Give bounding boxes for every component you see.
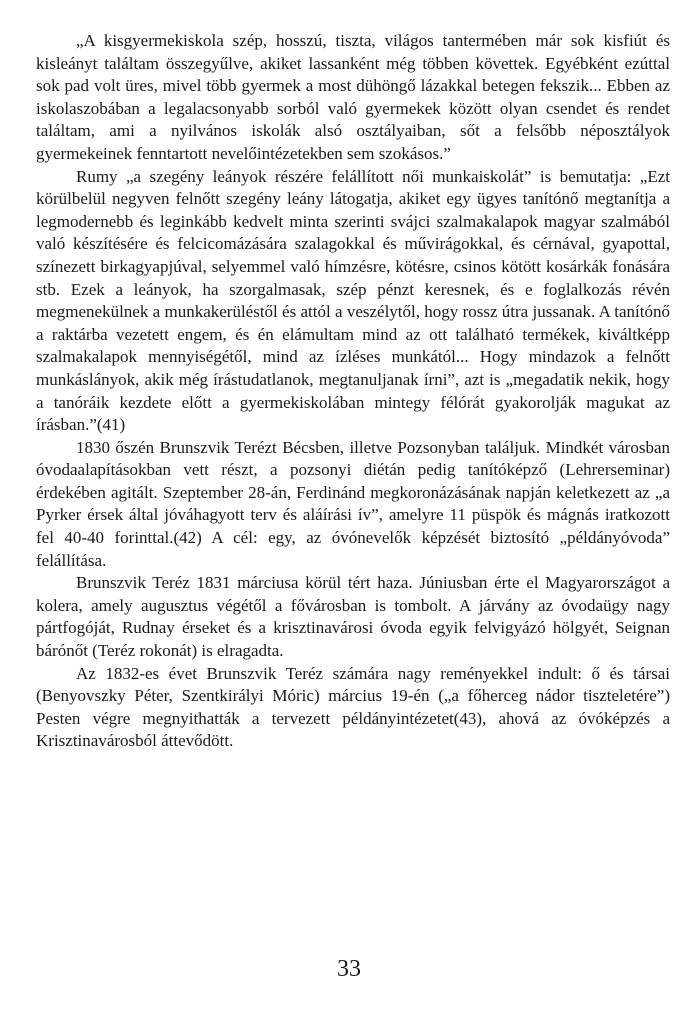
paragraph-rumy-munkaiskola: Rumy „a szegény leányok részére felállított női munkaiskolát” is bemutatja: „Ezt körülbelül negyven felnőtt szegény leány látogatja, akiket egy ügyes tanítónő megtanítja a legmodernebb és leginkább kedvelt minta szerinti svájci szalmakalapok magyar szalmából való készítésére és felcicomázására szalagokkal és művirágokkal, és cérnával, gyapottal, színezett birkagyapjúval, selyemmel való hímzésre, kötésre, csinos kötött kosárkák fonására stb. Ezek a leányok, ha szorgalmasak, szép pénzt keresnek, és e foglalkozás révén megmenekülnek a munkakerüléstől és attól a veszélytől, hogy rossz útra jussanak. A tanítónő a raktárba vezetett engem, és én elámultam mind az ott található termékek, kiváltképp szalmakalapok mennyiségétől, mind az ízléses munkától... Hogy mindazok a felnőtt munkáslányok, akik még írástudatlanok, megtanuljanak írni”, azt is „megadatik nekik, hogy a tanóráik kezdete előtt a gyermekiskolában mintegy félórát gyakorolják magukat az írásban.”(41) (36, 166, 670, 435)
paragraph-1830-osz: 1830 őszén Brunszvik Terézt Bécsben, illetve Pozsonyban találjuk. Mindkét városban óvodaalapításokban vett részt, a pozsonyi diétán pedig tanítóképző (Lehrerseminar) érdekében agitált. Szeptember 28-án, Ferdinánd megkoronázásának napján keletkezett az „a Pyrker érsek által jóváhagyott terv és aláírási ív”, amelyre 11 püspök és mágnás iratkozott fel 40-40 forinttal.(42) A cél: egy, az óvónevelők képzését biztosító „példányóvoda” felállítása. (36, 437, 670, 570)
paragraph-1831-kolera: Brunszvik Teréz 1831 márciusa körül tért haza. Júniusban érte el Magyarországot a kolera, amely augusztus végétől a fővárosban is tombolt. A járvány az óvodaügy nagy pártfogóját, Rudnay érseket és a krisztinavárosi óvoda egyik felvigyázó hölgyét, Seignan bárónőt (Teréz rokonát) is elragadta. (36, 573, 670, 661)
paragraph-quote-kisgyermekiskola: „A kisgyermekiskola szép, hosszú, tiszta, világos tantermében már sok kisfiút és kisleányt találtam összegyűlve, akiket lassanként még többen követtek. Egyébként ezúttal sok pad volt üres, mivel több gyermek a most dühöngő lázakkal betegen fekszik... Ebben az iskolaszobában a legalacsonyabb sorból való gyermekek között olyan csendet és rendet találtam, ami a nyilvános iskolák alsó osztályaiban, sőt a felsőbb néposztályok gyermekeinek fenntartott nevelőintézetekben sem szokásos.” (36, 31, 670, 163)
page-body (36, 30, 670, 753)
page-number: 33 (337, 956, 361, 982)
paragraph-1832-peldanyintezet: Az 1832-es évet Brunszvik Teréz számára nagy reményekkel indult: ő és társai (Benyovszky Péter, Szentkirályi Móric) március 19-én („a főherceg nádor tiszteletére”) Pesten végre megnyithatták a tervezett példányintézetet(43), ahová az óvóképzés a Krisztinavárosból áttevődött. (36, 663, 670, 751)
